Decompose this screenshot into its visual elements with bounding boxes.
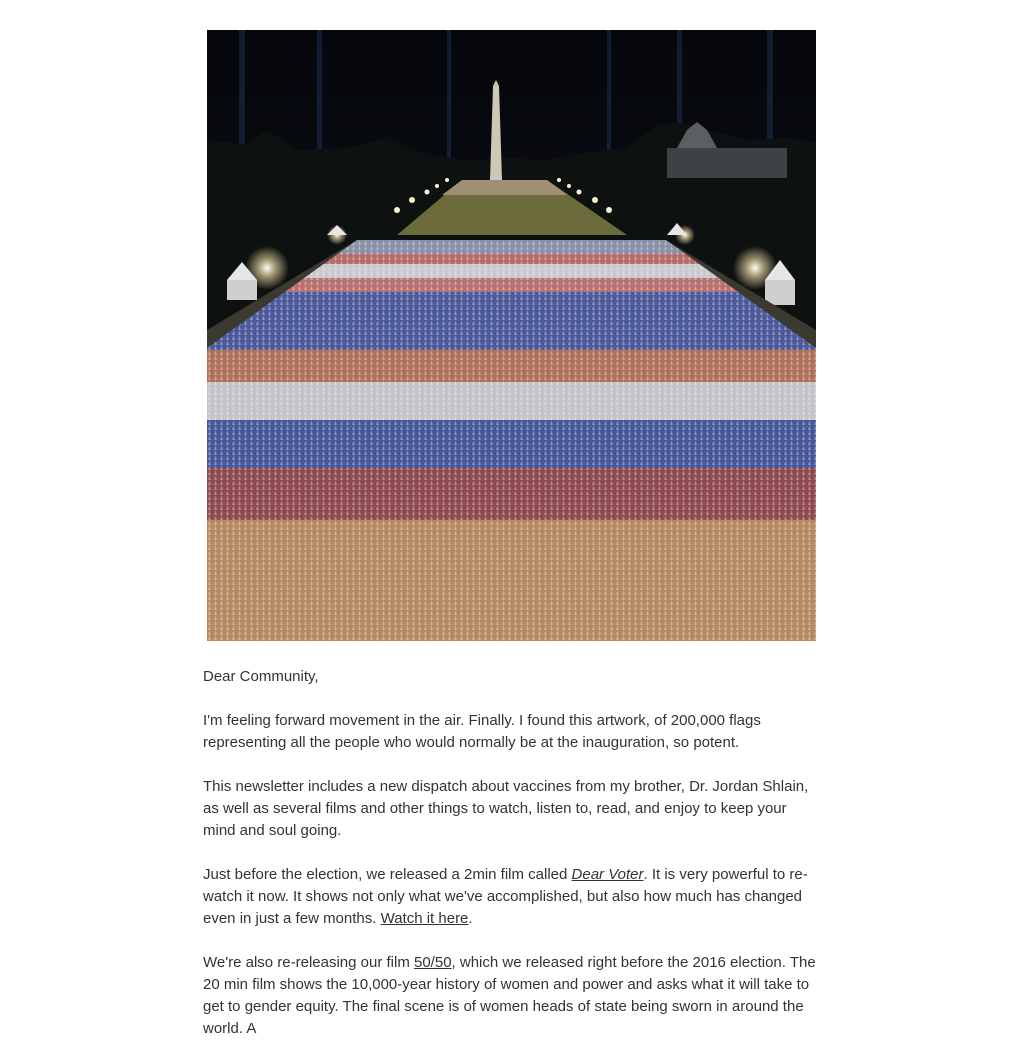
text-span: , which we released right before the 2016 election. The 20 min film shows the 10,000-year history of women and power and asks what it will take to get to gender equity. The final scene is of women heads of state being sworn in around the world. A bbox=[203, 954, 816, 1037]
paragraph-flags: I'm feeling forward movement in the air. Finally. I found this artwork, of 200,000 flags representing all the people who would normally be at the inauguration, so potent. bbox=[203, 712, 761, 751]
watch-it-here-link[interactable]: Watch it here bbox=[380, 910, 469, 927]
paragraph-50-50 bbox=[203, 952, 821, 1040]
flags-photo bbox=[207, 30, 816, 641]
hero-image bbox=[207, 30, 816, 641]
text-span: We're also re-releasing our film bbox=[203, 954, 414, 971]
fifty-fifty-link[interactable]: 50/50 bbox=[414, 954, 452, 971]
paragraph-dear-voter bbox=[203, 864, 821, 930]
text-span: Just before the election, we released a 2min film called bbox=[203, 866, 572, 883]
newsletter-body bbox=[203, 666, 821, 1062]
paragraph-newsletter: This newsletter includes a new dispatch about vaccines from my brother, Dr. Jordan Shlain, as well as several films and other things to watch, listen to, read, and enjoy to keep your mind and soul going. bbox=[203, 778, 809, 839]
dear-voter-link[interactable]: Dear Voter bbox=[571, 866, 644, 883]
greeting: Dear Community, bbox=[203, 668, 319, 685]
text-span: . bbox=[468, 910, 473, 927]
text-span: . It is very powerful to re-watch it now. It shows not only what we've accomplished, but also how much has changed even in just a few months. bbox=[203, 866, 808, 927]
